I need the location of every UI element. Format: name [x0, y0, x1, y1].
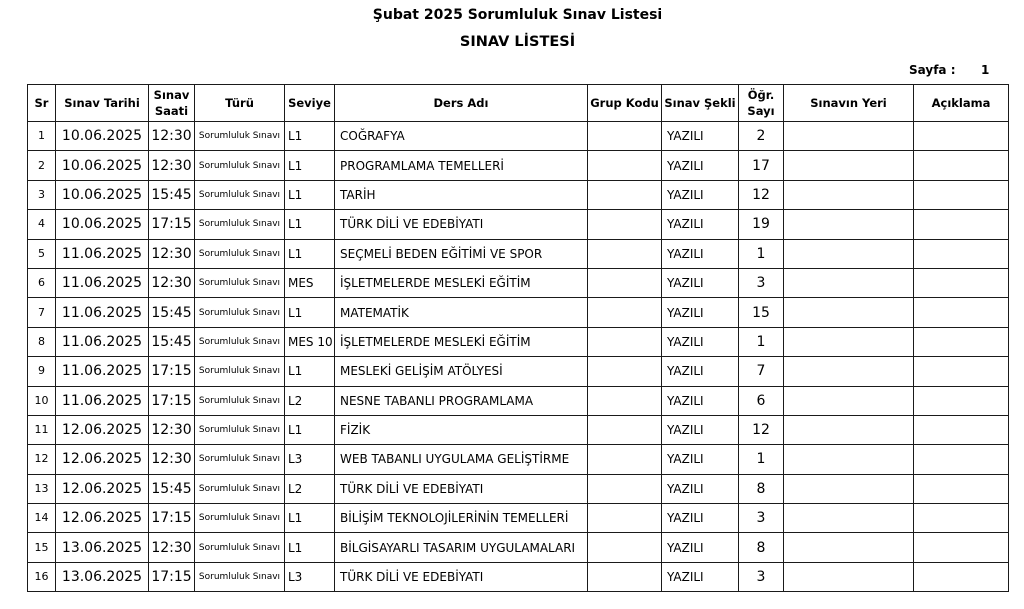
course-name: MATEMATİK [335, 298, 588, 327]
table-row [28, 504, 1009, 533]
column-header-count [739, 85, 784, 122]
exam-format: YAZILI [662, 268, 739, 297]
exam-time: 12:30 [149, 122, 195, 151]
notes [914, 298, 1009, 327]
exam-time: 15:45 [149, 327, 195, 356]
level: L2 [285, 386, 335, 415]
column-header-time-line2: Saati [154, 104, 189, 118]
row-number: 12 [28, 445, 56, 474]
table-header-row [28, 85, 1009, 122]
group-code [588, 386, 662, 415]
exam-format: YAZILI [662, 386, 739, 415]
exam-location [784, 415, 914, 444]
notes [914, 562, 1009, 591]
exam-date: 12.06.2025 [56, 474, 149, 503]
exam-date: 10.06.2025 [56, 151, 149, 180]
exam-location [784, 239, 914, 268]
exam-type: Sorumluluk Sınavı [195, 533, 285, 562]
row-number: 4 [28, 210, 56, 239]
exam-date: 11.06.2025 [56, 268, 149, 297]
exam-location [784, 504, 914, 533]
exam-format: YAZILI [662, 327, 739, 356]
page-number: 1 [981, 63, 990, 77]
notes [914, 415, 1009, 444]
column-header-count-line2: Sayı [747, 104, 775, 118]
row-number: 11 [28, 415, 56, 444]
column-header-time [149, 85, 195, 122]
exam-time: 15:45 [149, 298, 195, 327]
course-name: İŞLETMELERDE MESLEKİ EĞİTİM [335, 268, 588, 297]
group-code [588, 445, 662, 474]
table-row [28, 239, 1009, 268]
exam-time: 17:15 [149, 386, 195, 415]
row-number: 15 [28, 533, 56, 562]
exam-location [784, 298, 914, 327]
table-row [28, 562, 1009, 591]
exam-location [784, 445, 914, 474]
student-count: 1 [739, 327, 784, 356]
student-count: 1 [739, 239, 784, 268]
table-row [28, 268, 1009, 297]
exam-location [784, 327, 914, 356]
notes [914, 533, 1009, 562]
exam-format: YAZILI [662, 562, 739, 591]
exam-type: Sorumluluk Sınavı [195, 298, 285, 327]
exam-location [784, 268, 914, 297]
student-count: 19 [739, 210, 784, 239]
student-count: 8 [739, 533, 784, 562]
exam-date: 10.06.2025 [56, 122, 149, 151]
table-row [28, 122, 1009, 151]
exam-time: 15:45 [149, 180, 195, 209]
course-name: NESNE TABANLI PROGRAMLAMA [335, 386, 588, 415]
table-row [28, 474, 1009, 503]
column-header-course: Ders Adı [335, 85, 588, 122]
exam-type: Sorumluluk Sınavı [195, 562, 285, 591]
row-number: 3 [28, 180, 56, 209]
exam-date: 12.06.2025 [56, 445, 149, 474]
table-row [28, 151, 1009, 180]
column-header-type: Türü [195, 85, 285, 122]
exam-time: 12:30 [149, 239, 195, 268]
level: L1 [285, 533, 335, 562]
student-count: 7 [739, 357, 784, 386]
notes [914, 445, 1009, 474]
group-code [588, 151, 662, 180]
exam-type: Sorumluluk Sınavı [195, 210, 285, 239]
group-code [588, 268, 662, 297]
row-number: 8 [28, 327, 56, 356]
exam-date: 11.06.2025 [56, 298, 149, 327]
exam-time: 12:30 [149, 268, 195, 297]
group-code [588, 357, 662, 386]
exam-time: 12:30 [149, 533, 195, 562]
student-count: 3 [739, 504, 784, 533]
exam-format: YAZILI [662, 533, 739, 562]
exam-time: 12:30 [149, 445, 195, 474]
column-header-count-line1: Öğr. [747, 88, 775, 102]
exam-date: 11.06.2025 [56, 327, 149, 356]
table-row [28, 533, 1009, 562]
exam-format: YAZILI [662, 151, 739, 180]
level: L1 [285, 151, 335, 180]
level: L1 [285, 357, 335, 386]
exam-date: 12.06.2025 [56, 504, 149, 533]
level: L1 [285, 504, 335, 533]
exam-type: Sorumluluk Sınavı [195, 180, 285, 209]
column-header-date: Sınav Tarihi [56, 85, 149, 122]
group-code [588, 122, 662, 151]
exam-type: Sorumluluk Sınavı [195, 151, 285, 180]
table-row [28, 445, 1009, 474]
exam-format: YAZILI [662, 415, 739, 444]
row-number: 13 [28, 474, 56, 503]
student-count: 12 [739, 415, 784, 444]
exam-format: YAZILI [662, 122, 739, 151]
exam-type: Sorumluluk Sınavı [195, 415, 285, 444]
group-code [588, 239, 662, 268]
group-code [588, 180, 662, 209]
table-row [28, 415, 1009, 444]
notes [914, 180, 1009, 209]
column-header-location: Sınavın Yeri [784, 85, 914, 122]
row-number: 2 [28, 151, 56, 180]
course-name: PROGRAMLAMA TEMELLERİ [335, 151, 588, 180]
notes [914, 474, 1009, 503]
document-subtitle: SINAV LİSTESİ [459, 34, 576, 50]
course-name: MESLEKİ GELİŞİM ATÖLYESİ [335, 357, 588, 386]
exam-format: YAZILI [662, 474, 739, 503]
student-count: 17 [739, 151, 784, 180]
course-name: İŞLETMELERDE MESLEKİ EĞİTİM [335, 327, 588, 356]
course-name: TÜRK DİLİ VE EDEBİYATI [335, 474, 588, 503]
table-row [28, 298, 1009, 327]
column-header-time-line1: Sınav [153, 88, 190, 102]
level: L1 [285, 239, 335, 268]
course-name: SEÇMELİ BEDEN EĞİTİMİ VE SPOR [335, 239, 588, 268]
level: L1 [285, 180, 335, 209]
exam-location [784, 210, 914, 239]
exam-location [784, 357, 914, 386]
exam-format: YAZILI [662, 445, 739, 474]
exam-format: YAZILI [662, 298, 739, 327]
group-code [588, 298, 662, 327]
notes [914, 239, 1009, 268]
group-code [588, 474, 662, 503]
exam-date: 13.06.2025 [56, 533, 149, 562]
exam-date: 11.06.2025 [56, 386, 149, 415]
page-label: Sayfa : [909, 63, 956, 77]
exam-type: Sorumluluk Sınavı [195, 122, 285, 151]
exam-type: Sorumluluk Sınavı [195, 386, 285, 415]
student-count: 3 [739, 268, 784, 297]
student-count: 8 [739, 474, 784, 503]
exam-format: YAZILI [662, 210, 739, 239]
column-header-format: Sınav Şekli [662, 85, 739, 122]
group-code [588, 504, 662, 533]
course-name: WEB TABANLI UYGULAMA GELİŞTİRME [335, 445, 588, 474]
level: L1 [285, 298, 335, 327]
student-count: 1 [739, 445, 784, 474]
table-row [28, 210, 1009, 239]
exam-date: 11.06.2025 [56, 357, 149, 386]
row-number: 1 [28, 122, 56, 151]
row-number: 10 [28, 386, 56, 415]
level: L3 [285, 445, 335, 474]
course-name: BİLGİSAYARLI TASARIM UYGULAMALARI [335, 533, 588, 562]
notes [914, 122, 1009, 151]
table-row [28, 327, 1009, 356]
notes [914, 504, 1009, 533]
exam-location [784, 122, 914, 151]
row-number: 14 [28, 504, 56, 533]
exam-time: 17:15 [149, 504, 195, 533]
group-code [588, 327, 662, 356]
level: L1 [285, 210, 335, 239]
exam-type: Sorumluluk Sınavı [195, 357, 285, 386]
group-code [588, 533, 662, 562]
level: MES [285, 268, 335, 297]
level: L2 [285, 474, 335, 503]
exam-type: Sorumluluk Sınavı [195, 474, 285, 503]
course-name: TARİH [335, 180, 588, 209]
document-title: Şubat 2025 Sorumluluk Sınav Listesi [372, 7, 663, 23]
level: L1 [285, 415, 335, 444]
course-name: COĞRAFYA [335, 122, 588, 151]
exam-format: YAZILI [662, 357, 739, 386]
exam-date: 10.06.2025 [56, 180, 149, 209]
row-number: 5 [28, 239, 56, 268]
column-header-notes: Açıklama [914, 85, 1009, 122]
level: L1 [285, 122, 335, 151]
level: MES 10 [285, 327, 335, 356]
student-count: 6 [739, 386, 784, 415]
exam-type: Sorumluluk Sınavı [195, 268, 285, 297]
row-number: 9 [28, 357, 56, 386]
exam-location [784, 562, 914, 591]
column-header-level: Seviye [285, 85, 335, 122]
exam-date: 11.06.2025 [56, 239, 149, 268]
student-count: 3 [739, 562, 784, 591]
exam-location [784, 386, 914, 415]
exam-date: 12.06.2025 [56, 415, 149, 444]
exam-location [784, 474, 914, 503]
exam-list-table [27, 84, 1009, 592]
exam-type: Sorumluluk Sınavı [195, 504, 285, 533]
exam-type: Sorumluluk Sınavı [195, 239, 285, 268]
exam-location [784, 533, 914, 562]
notes [914, 357, 1009, 386]
table-row [28, 180, 1009, 209]
group-code [588, 562, 662, 591]
student-count: 15 [739, 298, 784, 327]
exam-type: Sorumluluk Sınavı [195, 445, 285, 474]
student-count: 12 [739, 180, 784, 209]
exam-time: 12:30 [149, 415, 195, 444]
exam-time: 15:45 [149, 474, 195, 503]
exam-time: 17:15 [149, 562, 195, 591]
group-code [588, 210, 662, 239]
group-code [588, 415, 662, 444]
exam-time: 17:15 [149, 357, 195, 386]
notes [914, 210, 1009, 239]
course-name: FİZİK [335, 415, 588, 444]
course-name: TÜRK DİLİ VE EDEBİYATI [335, 562, 588, 591]
exam-format: YAZILI [662, 180, 739, 209]
table-row [28, 386, 1009, 415]
student-count: 2 [739, 122, 784, 151]
course-name: BİLİŞİM TEKNOLOJİLERİNİN TEMELLERİ [335, 504, 588, 533]
table-row [28, 357, 1009, 386]
notes [914, 327, 1009, 356]
level: L3 [285, 562, 335, 591]
exam-date: 13.06.2025 [56, 562, 149, 591]
row-number: 6 [28, 268, 56, 297]
exam-time: 12:30 [149, 151, 195, 180]
notes [914, 386, 1009, 415]
row-number: 16 [28, 562, 56, 591]
exam-location [784, 151, 914, 180]
column-header-group-code: Grup Kodu [588, 85, 662, 122]
exam-type: Sorumluluk Sınavı [195, 327, 285, 356]
notes [914, 151, 1009, 180]
notes [914, 268, 1009, 297]
row-number: 7 [28, 298, 56, 327]
column-header-sr: Sr [28, 85, 56, 122]
exam-format: YAZILI [662, 239, 739, 268]
exam-time: 17:15 [149, 210, 195, 239]
exam-location [784, 180, 914, 209]
course-name: TÜRK DİLİ VE EDEBİYATI [335, 210, 588, 239]
exam-date: 10.06.2025 [56, 210, 149, 239]
exam-format: YAZILI [662, 504, 739, 533]
